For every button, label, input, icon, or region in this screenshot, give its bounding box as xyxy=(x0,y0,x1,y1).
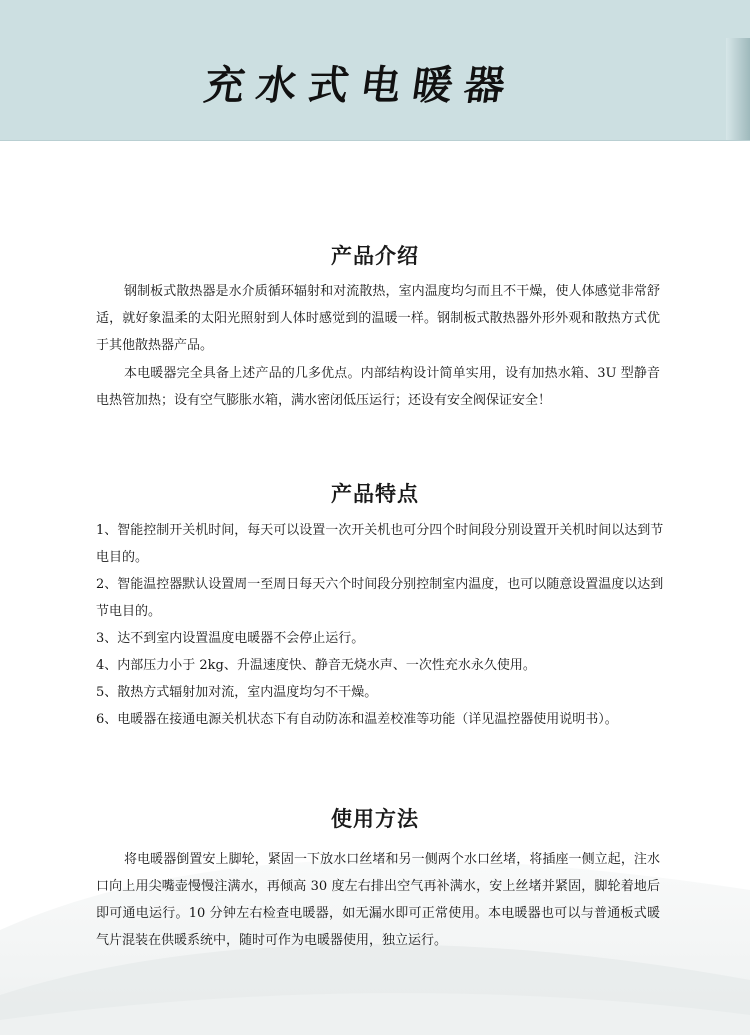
page-title: 充水式电暖器 xyxy=(201,62,520,109)
section-title-usage: 使用方法 xyxy=(331,807,419,831)
feature-item-3: 3、达不到室内设置温度电暖器不会停止运行。 xyxy=(96,631,365,646)
header-edge-decoration xyxy=(726,38,750,140)
intro-paragraph-2: 本电暖器完全具备上述产品的几多优点。内部结构设计简单实用，设有加热水箱、3U 型静音电热管加热；设有空气膨胀水箱，满水密闭低压运行；还设有安全阀保证安全！ xyxy=(96,366,660,408)
intro-paragraph-1: 钢制板式散热器是水介质循环辐射和对流散热，室内温度均匀而且不干燥，使人体感觉非常舒适，就好象温柔的太阳光照射到人体时感觉到的温暖一样。钢制板式散热器外形外观和散热方式优于其他散热器产品。 xyxy=(96,284,660,353)
feature-list xyxy=(96,517,664,733)
usage-paragraph-1: 将电暖器倒置安上脚轮，紧固一下放水口丝堵和另一侧两个水口丝堵，将插座一侧立起，注水口向上用尖嘴壶慢慢注满水，再倾高 30 度左右排出空气再补满水，安上丝堵并紧固，脚轮着地后即可通电运行。10 分钟左右检查电暖器，如无漏水即可正常使用。本电暖器也可以与普通板式暖气片混装在供暖系统中，随时可作为电暖器使用，独立运行。 xyxy=(96,852,660,948)
feature-item-6: 6、电暖器在接通电源关机状态下有自动防冻和温差校准等功能（详见温控器使用说明书）。 xyxy=(96,712,618,727)
section-title-features: 产品特点 xyxy=(331,482,419,506)
header-band xyxy=(0,0,750,141)
feature-item-2: 2、智能温控器默认设置周一至周日每天六个时间段分别控制室内温度，也可以随意设置温度以达到节电目的。 xyxy=(96,577,664,619)
feature-item-1: 1、智能控制开关机时间，每天可以设置一次开关机也可分四个时间段分别设置开关机时间以达到节电目的。 xyxy=(96,523,664,565)
feature-item-5: 5、散热方式辐射加对流，室内温度均匀不干燥。 xyxy=(96,685,378,700)
section-title-intro: 产品介绍 xyxy=(331,244,419,268)
feature-item-4: 4、内部压力小于 2kg、升温速度快、静音无烧水声、一次性充水永久使用。 xyxy=(96,658,536,673)
